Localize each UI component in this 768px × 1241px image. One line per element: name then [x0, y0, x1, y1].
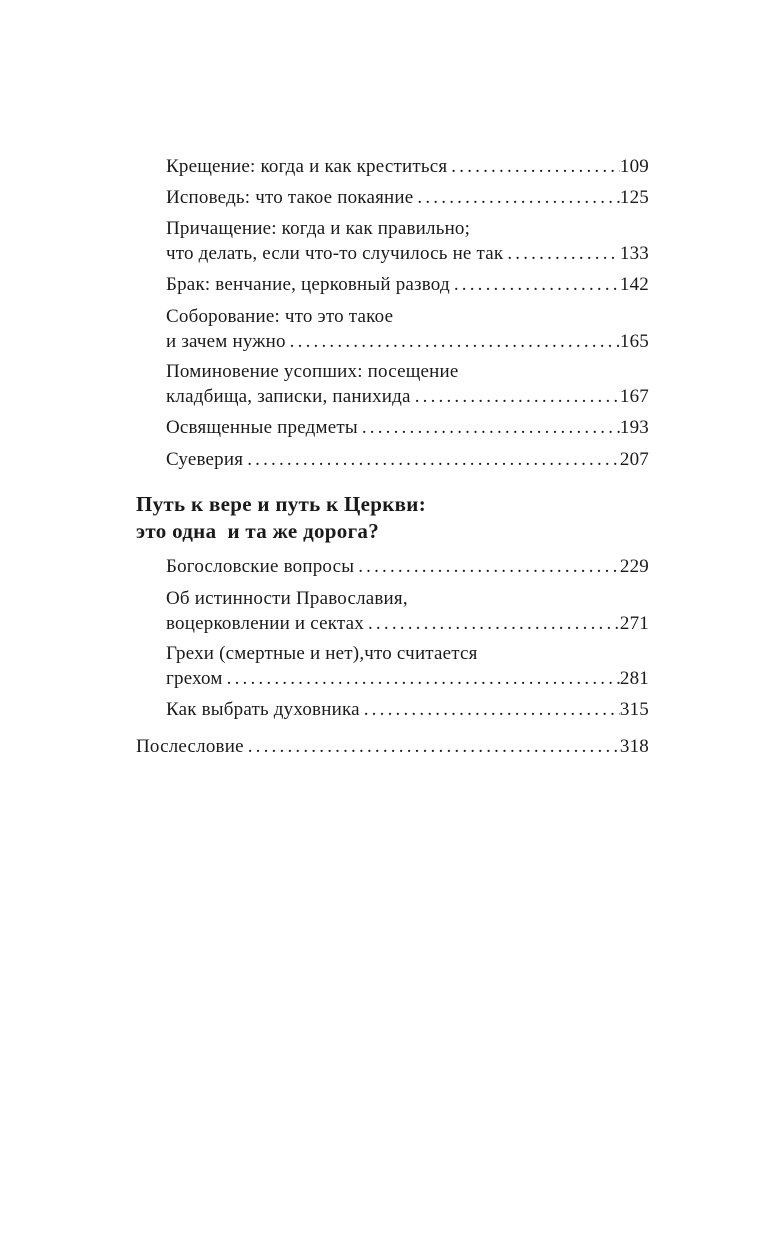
toc-page-number: 229	[619, 556, 649, 577]
toc-entry-title: Крещение: когда и как креститься	[166, 156, 448, 177]
toc-entry-title: Грехи (смертные и нет),что считается	[166, 643, 478, 664]
toc-entry-title: Брак: венчание, церковный развод	[166, 274, 450, 295]
toc-entry-superstitions[interactable]	[166, 447, 649, 472]
dot-leader	[358, 415, 620, 440]
dot-leader	[503, 241, 620, 266]
dot-leader	[286, 329, 620, 354]
toc-entry-title-continued: кладбища, записки, панихида	[166, 386, 411, 407]
dot-leader	[360, 697, 620, 722]
toc-entry-title: Соборование: что это такое	[166, 306, 394, 327]
toc-entry-communion[interactable]	[166, 216, 649, 266]
toc-entry-title-continued: воцерковлении и сектах	[166, 613, 364, 634]
dot-leader	[411, 384, 620, 409]
dot-leader	[364, 611, 620, 636]
dot-leader	[244, 734, 620, 759]
toc-page-number: 207	[619, 449, 649, 470]
toc-page-number: 281	[619, 668, 649, 689]
toc-page-number: 167	[619, 386, 649, 407]
toc-entry-title: Поминовение усопших: посещение	[166, 361, 459, 382]
toc-page-number: 193	[619, 417, 649, 438]
section-heading[interactable]	[136, 491, 649, 545]
toc-entry-blessed-objects[interactable]	[166, 415, 649, 440]
toc-page-number: 142	[619, 274, 649, 295]
toc-page-number: 133	[619, 243, 649, 264]
toc-page-number: 165	[619, 331, 649, 352]
toc-entry-title: Послесловие	[136, 736, 244, 757]
toc-entry-title: Освященные предметы	[166, 417, 358, 438]
dot-leader	[413, 185, 620, 210]
dot-leader	[450, 272, 620, 297]
toc-entry-title: Суеверия	[166, 449, 244, 470]
toc-entry-marriage[interactable]	[166, 272, 649, 297]
toc-entry-title-continued: грехом	[166, 668, 223, 689]
toc-entry-orthodoxy-truth[interactable]	[166, 586, 649, 636]
dot-leader	[354, 554, 620, 579]
toc-entry-title: Исповедь: что такое покаяние	[166, 187, 414, 208]
dot-leader	[447, 154, 620, 179]
toc-entry-unction[interactable]	[166, 304, 649, 354]
toc-entry-title-continued: и зачем нужно	[166, 331, 286, 352]
toc-entry-confession[interactable]	[166, 185, 649, 210]
toc-entry-baptism[interactable]	[166, 154, 649, 179]
toc-page-number: 271	[619, 613, 649, 634]
toc-page-number: 125	[619, 187, 649, 208]
section-heading-line: Путь к вере и путь к Церкви:	[136, 492, 427, 516]
toc-entry-sins[interactable]	[166, 641, 649, 691]
dot-leader	[223, 666, 620, 691]
toc-entry-title: Как выбрать духовника	[166, 699, 360, 720]
toc-entry-title: Об истинности Православия,	[166, 588, 408, 609]
toc-entry-commemoration[interactable]	[166, 359, 649, 409]
toc-entry-afterword[interactable]	[136, 734, 649, 759]
toc-page-number: 315	[619, 699, 649, 720]
toc-page-number: 318	[619, 736, 649, 757]
toc-entry-title-continued: что делать, если что-то случилось не так	[166, 243, 504, 264]
toc-entry-title: Богословские вопросы	[166, 556, 355, 577]
toc-entry-title: Причащение: когда и как правильно;	[166, 218, 471, 239]
toc-entry-spiritual-father[interactable]	[166, 697, 649, 722]
toc-entry-theological-questions[interactable]	[166, 554, 649, 579]
dot-leader	[243, 447, 620, 472]
section-heading-line: это одна и та же дорога?	[136, 519, 380, 543]
toc-page-number: 109	[619, 156, 649, 177]
